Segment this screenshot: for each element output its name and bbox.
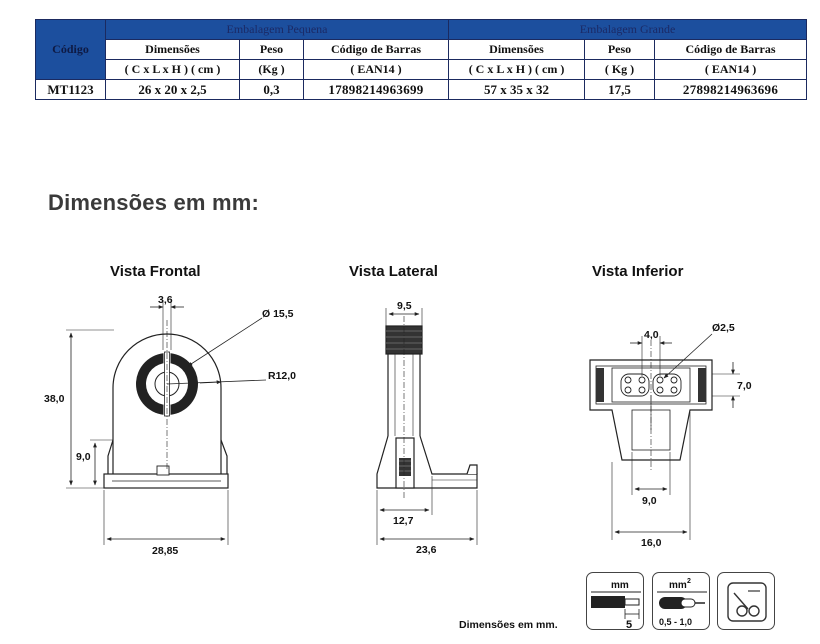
bottom-hole-diameter-dim: Ø2,5	[712, 322, 735, 334]
wire-section-badge	[652, 572, 710, 630]
product-code: MT1123	[36, 80, 106, 100]
small-weight-label: Peso	[240, 40, 304, 60]
small-barcode-label: Código de Barras	[304, 40, 449, 60]
wire-flex-superscript: 2	[687, 578, 691, 585]
wire-strip-length-badge	[586, 572, 644, 630]
side-view-drawing	[377, 308, 477, 545]
large-barcode-unit: ( EAN14 )	[655, 60, 807, 80]
front-width-dim: 28,85	[152, 545, 179, 557]
front-view-drawing	[66, 300, 266, 545]
front-diameter-dim: Ø 15,5	[262, 308, 294, 320]
large-dim-unit: ( C x L x H ) ( cm )	[449, 60, 585, 80]
section-title: Dimensões em mm:	[48, 190, 260, 215]
large-weight-unit: ( Kg )	[585, 60, 655, 80]
front-base-height-dim: 9,0	[76, 451, 91, 463]
large-barcode-label: Código de Barras	[655, 40, 807, 60]
wire-flex-value: 0,5 - 1,0	[659, 617, 693, 627]
small-pack-header: Embalagem Pequena	[106, 20, 449, 40]
large-dims-value: 57 x 35 x 32	[449, 80, 585, 100]
bottom-view-title: Vista Inferior	[592, 263, 684, 280]
wire-rigid-unit: mm	[611, 580, 629, 591]
large-dim-label: Dimensões	[449, 40, 585, 60]
large-barcode-value: 27898214963696	[655, 80, 807, 100]
small-weight-value: 0,3	[240, 80, 304, 100]
bottom-hole-height-dim: 7,0	[737, 380, 752, 392]
front-radius-dim: R12,0	[268, 370, 297, 382]
code-header: Código	[36, 20, 106, 80]
wire-section-icon	[653, 573, 711, 631]
side-inner-width-dim: 12,7	[393, 515, 414, 527]
small-dim-unit: ( C x L x H ) ( cm )	[106, 60, 240, 80]
bottom-total-width-dim: 16,0	[641, 537, 662, 549]
large-weight-label: Peso	[585, 40, 655, 60]
large-weight-value: 17,5	[585, 80, 655, 100]
small-dim-label: Dimensões	[106, 40, 240, 60]
screwless-clamp-icon	[718, 573, 776, 631]
side-view-title: Vista Lateral	[349, 263, 438, 280]
front-slot-dim: 3,6	[158, 294, 173, 306]
wire-strip-icon	[587, 573, 645, 631]
wire-rigid-value: 5	[626, 619, 633, 631]
small-barcode-value: 17898214963699	[304, 80, 449, 100]
large-pack-header: Embalagem Grande	[449, 20, 807, 40]
screwless-clamp-badge	[717, 572, 775, 630]
side-top-width-dim: 9,5	[397, 300, 412, 312]
footnote: Dimensões em mm.	[459, 619, 558, 631]
side-base-width-dim: 23,6	[416, 544, 437, 556]
bottom-hole-spacing-dim: 4,0	[644, 329, 659, 341]
bottom-neck-width-dim: 9,0	[642, 495, 657, 507]
front-height-dim: 38,0	[44, 393, 65, 405]
small-barcode-unit: ( EAN14 )	[304, 60, 449, 80]
small-dims-value: 26 x 20 x 2,5	[106, 80, 240, 100]
front-view-title: Vista Frontal	[110, 263, 201, 280]
bottom-view-drawing	[590, 334, 740, 540]
wire-flex-unit: mm	[669, 580, 687, 591]
small-weight-unit: (Kg )	[240, 60, 304, 80]
